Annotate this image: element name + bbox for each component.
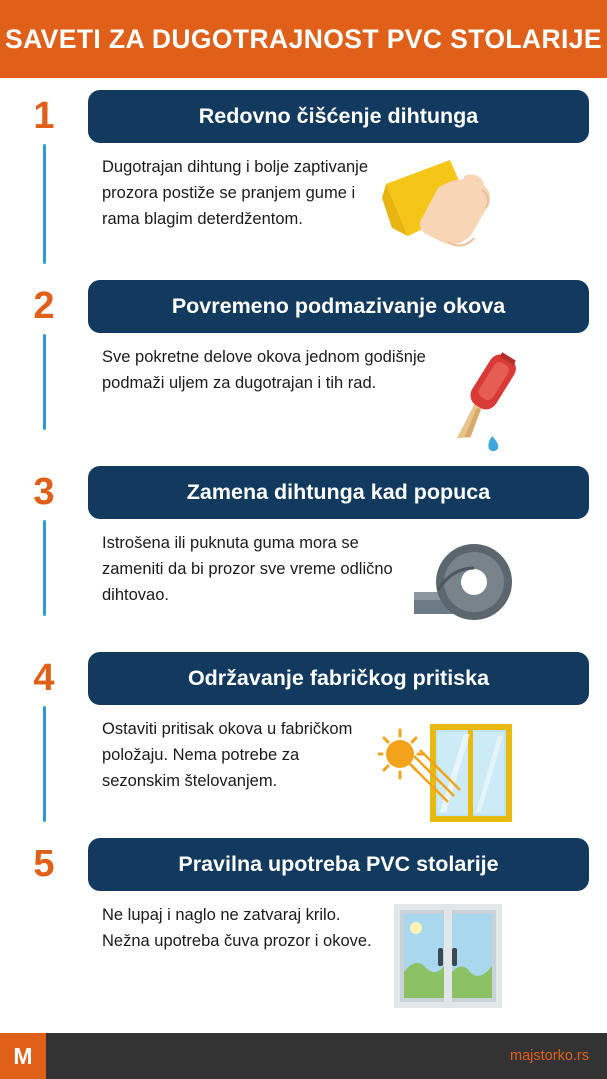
sun-and-window-icon — [378, 716, 518, 832]
step-number: 1 — [33, 95, 55, 137]
steps-container — [0, 78, 607, 1033]
step-description: Dugotrajan dihtung i bolje zaptivanje prozora postiže se pranjem gume i rama blagim deterdžentom. — [102, 158, 369, 228]
step-description: Sve pokretne delove okova jednom godišnje podmaži uljem za dugotrajan i tih rad. — [102, 348, 426, 392]
step-title: Zamena dihtunga kad popuca — [186, 480, 491, 504]
step-description: Ne lupaj i naglo ne zatvaraj krilo. Nežna upotreba čuva prozor i okove. — [102, 906, 372, 950]
step-body — [88, 466, 607, 630]
step-body — [88, 280, 607, 454]
step-connector-line — [43, 334, 46, 430]
step-item — [0, 280, 607, 466]
step-number-column — [0, 466, 88, 616]
step-number: 2 — [33, 285, 55, 327]
step-number-column — [0, 652, 88, 822]
step-title-pill — [88, 466, 589, 519]
step-title-pill — [88, 90, 589, 143]
step-title: Povremeno podmazivanje okova — [171, 294, 506, 318]
step-title: Redovno čišćenje dihtunga — [198, 104, 479, 128]
step-number: 3 — [33, 471, 55, 513]
logo: M — [0, 1033, 46, 1079]
step-connector-line — [43, 144, 46, 264]
step-number-column — [0, 90, 88, 264]
site-url: majstorko.rs — [510, 1048, 589, 1064]
step-description-row — [88, 333, 589, 454]
step-item — [0, 838, 607, 1008]
hand-with-sponge-icon — [378, 154, 508, 264]
step-number-column — [0, 838, 88, 888]
step-body — [88, 652, 607, 832]
step-item — [0, 652, 607, 838]
step-body — [88, 838, 607, 1012]
step-title-pill — [88, 280, 589, 333]
step-description-row — [88, 705, 589, 832]
rubber-seal-roll-icon — [408, 530, 518, 630]
step-description-row — [88, 891, 589, 1012]
step-title-pill — [88, 652, 589, 705]
double-window-icon — [388, 902, 508, 1012]
step-connector-line — [43, 520, 46, 616]
oil-bottle-icon — [448, 344, 528, 454]
page-title: SAVETI ZA DUGOTRAJNOST PVC STOLARIJE — [5, 23, 602, 54]
step-number: 4 — [33, 657, 55, 699]
step-description: Istrošena ili puknuta guma mora se zameniti da bi prozor sve vreme odlično dihtovao. — [102, 534, 393, 604]
step-item — [0, 466, 607, 652]
header-banner — [0, 0, 607, 78]
step-description-row — [88, 519, 589, 630]
step-title-pill — [88, 838, 589, 891]
footer-bar — [0, 1033, 607, 1079]
step-connector-line — [43, 706, 46, 822]
step-title: Pravilna upotreba PVC stolarije — [178, 852, 499, 876]
step-body — [88, 90, 607, 264]
step-item — [0, 90, 607, 280]
step-number: 5 — [33, 843, 55, 885]
step-number-column — [0, 280, 88, 430]
step-description-row — [88, 143, 589, 264]
step-description: Ostaviti pritisak okova u fabričkom položaju. Nema potrebe za sezonskim štelovanjem. — [102, 720, 353, 790]
step-title: Održavanje fabričkog pritiska — [187, 666, 490, 690]
